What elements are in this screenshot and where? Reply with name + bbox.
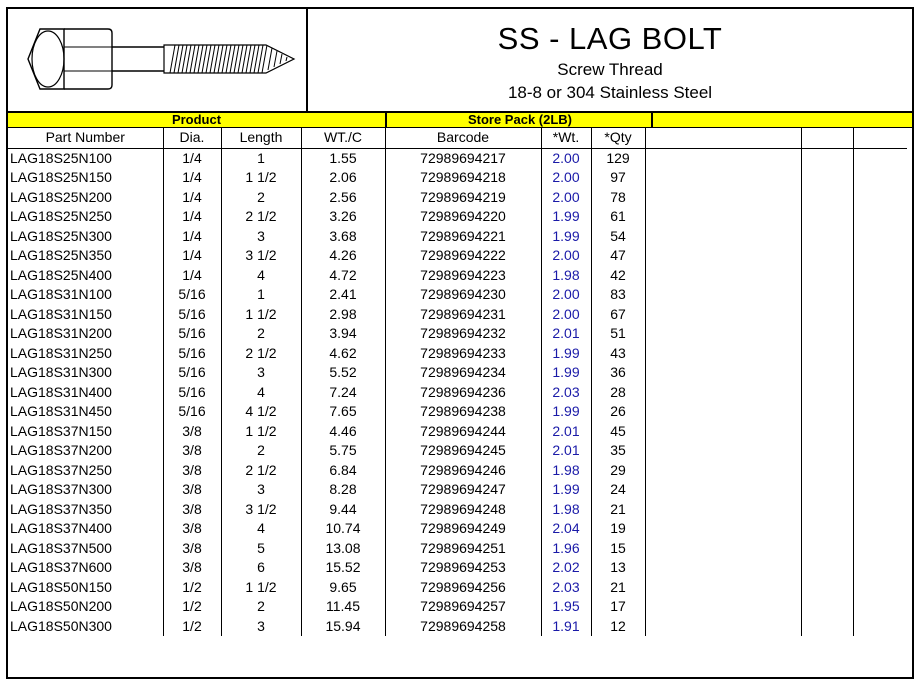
empty-cell — [853, 441, 907, 461]
cell-pack-weight: 1.91 — [541, 617, 591, 637]
cell-pack-weight: 1.99 — [541, 402, 591, 422]
empty-cell — [801, 480, 853, 500]
empty-cell — [853, 578, 907, 598]
cell-pack-weight: 2.03 — [541, 578, 591, 598]
empty-cell — [853, 519, 907, 539]
table-row — [8, 597, 907, 617]
cell-length: 1 1/2 — [221, 578, 301, 598]
empty-cell — [645, 422, 801, 442]
cell-diameter: 1/4 — [163, 227, 221, 247]
empty-cell — [853, 188, 907, 208]
col-barcode: Barcode — [385, 128, 541, 148]
cell-pack-weight: 1.95 — [541, 597, 591, 617]
empty-cell — [853, 227, 907, 247]
empty-cell — [645, 597, 801, 617]
lag-bolt-icon — [26, 23, 296, 95]
empty-cell — [645, 480, 801, 500]
cell-pack-weight: 1.99 — [541, 480, 591, 500]
cell-pack-qty: 61 — [591, 207, 645, 227]
cell-pack-weight: 2.02 — [541, 558, 591, 578]
empty-cell — [853, 207, 907, 227]
empty-cell — [801, 519, 853, 539]
empty-column — [801, 128, 853, 148]
table-row — [8, 246, 907, 266]
cell-diameter: 1/4 — [163, 168, 221, 188]
cell-pack-weight: 1.99 — [541, 344, 591, 364]
empty-cell — [645, 266, 801, 286]
cell-pack-qty: 12 — [591, 617, 645, 637]
cell-length: 3 — [221, 227, 301, 247]
cell-diameter: 1/4 — [163, 246, 221, 266]
cell-part-number: LAG18S37N150 — [8, 422, 163, 442]
cell-barcode: 72989694231 — [385, 305, 541, 325]
empty-cell — [645, 344, 801, 364]
empty-cell — [645, 363, 801, 383]
empty-cell — [801, 461, 853, 481]
cell-weight-per-c: 13.08 — [301, 539, 385, 559]
cell-pack-weight: 2.04 — [541, 519, 591, 539]
table-row — [8, 539, 907, 559]
cell-barcode: 72989694246 — [385, 461, 541, 481]
cell-diameter: 5/16 — [163, 344, 221, 364]
cell-pack-qty: 97 — [591, 168, 645, 188]
cell-weight-per-c: 6.84 — [301, 461, 385, 481]
cell-barcode: 72989694244 — [385, 422, 541, 442]
empty-cell — [645, 500, 801, 520]
empty-cell — [853, 422, 907, 442]
store-pack-section-label: Store Pack (2LB) — [467, 112, 573, 127]
col-pack-weight: *Wt. — [541, 128, 591, 148]
cell-pack-qty: 17 — [591, 597, 645, 617]
empty-column — [645, 128, 801, 148]
table-row — [8, 383, 907, 403]
cell-length: 1 — [221, 285, 301, 305]
cell-barcode: 72989694221 — [385, 227, 541, 247]
cell-pack-weight: 1.99 — [541, 227, 591, 247]
empty-cell — [645, 207, 801, 227]
cell-pack-qty: 35 — [591, 441, 645, 461]
cell-pack-qty: 26 — [591, 402, 645, 422]
cell-weight-per-c: 4.72 — [301, 266, 385, 286]
cell-barcode: 72989694220 — [385, 207, 541, 227]
col-part-number: Part Number — [8, 128, 163, 148]
table-row — [8, 558, 907, 578]
cell-weight-per-c: 7.65 — [301, 402, 385, 422]
empty-cell — [801, 188, 853, 208]
cell-pack-qty: 83 — [591, 285, 645, 305]
cell-barcode: 72989694236 — [385, 383, 541, 403]
cell-part-number: LAG18S37N300 — [8, 480, 163, 500]
table-header-row — [8, 128, 907, 148]
cell-length: 4 — [221, 266, 301, 286]
cell-part-number: LAG18S50N150 — [8, 578, 163, 598]
empty-cell — [801, 324, 853, 344]
cell-length: 4 1/2 — [221, 402, 301, 422]
empty-cell — [645, 246, 801, 266]
col-weight-per-c: WT./C — [301, 128, 385, 148]
cell-barcode: 72989694253 — [385, 558, 541, 578]
cell-part-number: LAG18S37N350 — [8, 500, 163, 520]
empty-cell — [801, 246, 853, 266]
empty-column — [853, 128, 907, 148]
empty-cell — [645, 519, 801, 539]
cell-diameter: 1/2 — [163, 578, 221, 598]
empty-cell — [645, 383, 801, 403]
cell-pack-qty: 129 — [591, 148, 645, 168]
cell-weight-per-c: 3.94 — [301, 324, 385, 344]
cell-length: 2 — [221, 597, 301, 617]
empty-cell — [853, 539, 907, 559]
cell-part-number: LAG18S25N400 — [8, 266, 163, 286]
cell-pack-qty: 15 — [591, 539, 645, 559]
cell-pack-weight: 2.00 — [541, 285, 591, 305]
cell-length: 6 — [221, 558, 301, 578]
cell-weight-per-c: 2.98 — [301, 305, 385, 325]
cell-weight-per-c: 9.44 — [301, 500, 385, 520]
cell-part-number: LAG18S25N300 — [8, 227, 163, 247]
empty-cell — [645, 578, 801, 598]
cell-part-number: LAG18S31N450 — [8, 402, 163, 422]
cell-length: 2 1/2 — [221, 207, 301, 227]
cell-pack-qty: 19 — [591, 519, 645, 539]
cell-pack-weight: 1.99 — [541, 207, 591, 227]
product-sheet — [6, 7, 914, 679]
cell-pack-weight: 2.01 — [541, 441, 591, 461]
cell-pack-qty: 13 — [591, 558, 645, 578]
cell-part-number: LAG18S25N250 — [8, 207, 163, 227]
bolt-illustration — [8, 9, 308, 111]
empty-cell — [801, 285, 853, 305]
cell-length: 1 1/2 — [221, 168, 301, 188]
cell-pack-weight: 1.99 — [541, 363, 591, 383]
cell-length: 3 — [221, 363, 301, 383]
cell-pack-qty: 54 — [591, 227, 645, 247]
cell-part-number: LAG18S31N200 — [8, 324, 163, 344]
table-row — [8, 305, 907, 325]
cell-pack-weight: 2.01 — [541, 422, 591, 442]
empty-cell — [645, 617, 801, 637]
cell-length: 2 — [221, 324, 301, 344]
cell-diameter: 3/8 — [163, 441, 221, 461]
cell-weight-per-c: 15.94 — [301, 617, 385, 637]
table-row — [8, 578, 907, 598]
cell-length: 3 1/2 — [221, 500, 301, 520]
cell-pack-weight: 2.01 — [541, 324, 591, 344]
cell-diameter: 5/16 — [163, 285, 221, 305]
cell-diameter: 5/16 — [163, 324, 221, 344]
empty-cell — [853, 305, 907, 325]
cell-pack-weight: 1.98 — [541, 461, 591, 481]
empty-cell — [853, 344, 907, 364]
cell-barcode: 72989694222 — [385, 246, 541, 266]
empty-cell — [801, 597, 853, 617]
cell-length: 4 — [221, 519, 301, 539]
cell-part-number: LAG18S37N250 — [8, 461, 163, 481]
cell-diameter: 1/2 — [163, 597, 221, 617]
cell-weight-per-c: 4.46 — [301, 422, 385, 442]
cell-length: 3 — [221, 480, 301, 500]
col-diameter: Dia. — [163, 128, 221, 148]
empty-cell — [801, 305, 853, 325]
empty-cell — [645, 227, 801, 247]
cell-diameter: 3/8 — [163, 422, 221, 442]
cell-barcode: 72989694234 — [385, 363, 541, 383]
cell-pack-qty: 51 — [591, 324, 645, 344]
empty-cell — [853, 500, 907, 520]
product-section-label: Product — [171, 112, 222, 127]
cell-weight-per-c: 4.26 — [301, 246, 385, 266]
cell-length: 2 — [221, 188, 301, 208]
cell-weight-per-c: 9.65 — [301, 578, 385, 598]
thread-type: Screw Thread — [557, 60, 663, 79]
table-row — [8, 422, 907, 442]
empty-cell — [853, 480, 907, 500]
cell-length: 2 1/2 — [221, 344, 301, 364]
cell-pack-weight: 2.00 — [541, 148, 591, 168]
cell-pack-weight: 2.00 — [541, 168, 591, 188]
cell-length: 3 1/2 — [221, 246, 301, 266]
cell-weight-per-c: 2.41 — [301, 285, 385, 305]
cell-pack-qty: 36 — [591, 363, 645, 383]
cell-barcode: 72989694219 — [385, 188, 541, 208]
cell-part-number: LAG18S31N300 — [8, 363, 163, 383]
cell-diameter: 5/16 — [163, 305, 221, 325]
table-row — [8, 441, 907, 461]
cell-part-number: LAG18S50N300 — [8, 617, 163, 637]
cell-length: 3 — [221, 617, 301, 637]
cell-diameter: 1/4 — [163, 148, 221, 168]
cell-part-number: LAG18S25N150 — [8, 168, 163, 188]
table-row — [8, 266, 907, 286]
cell-weight-per-c: 10.74 — [301, 519, 385, 539]
material-label: 18-8 or 304 Stainless Steel — [507, 83, 713, 102]
cell-weight-per-c: 3.68 — [301, 227, 385, 247]
cell-length: 4 — [221, 383, 301, 403]
cell-part-number: LAG18S37N500 — [8, 539, 163, 559]
empty-cell — [801, 578, 853, 598]
empty-cell — [645, 461, 801, 481]
page-title: SS - LAG BOLT — [497, 21, 723, 56]
empty-cell — [645, 558, 801, 578]
empty-cell — [801, 227, 853, 247]
cell-part-number: LAG18S25N350 — [8, 246, 163, 266]
cell-part-number: LAG18S25N100 — [8, 148, 163, 168]
cell-pack-qty: 28 — [591, 383, 645, 403]
cell-pack-qty: 21 — [591, 578, 645, 598]
cell-barcode: 72989694249 — [385, 519, 541, 539]
empty-cell — [801, 422, 853, 442]
cell-part-number: LAG18S31N250 — [8, 344, 163, 364]
cell-weight-per-c: 3.26 — [301, 207, 385, 227]
empty-cell — [853, 266, 907, 286]
empty-cell — [801, 344, 853, 364]
empty-cell — [801, 441, 853, 461]
cell-barcode: 72989694251 — [385, 539, 541, 559]
empty-cell — [801, 168, 853, 188]
table-row — [8, 500, 907, 520]
col-pack-qty: *Qty — [591, 128, 645, 148]
empty-cell — [801, 617, 853, 637]
cell-diameter: 3/8 — [163, 519, 221, 539]
cell-pack-qty: 24 — [591, 480, 645, 500]
cell-diameter: 3/8 — [163, 480, 221, 500]
empty-cell — [645, 324, 801, 344]
empty-cell — [853, 597, 907, 617]
empty-cell — [645, 285, 801, 305]
table-row — [8, 461, 907, 481]
cell-pack-qty: 21 — [591, 500, 645, 520]
cell-pack-qty: 67 — [591, 305, 645, 325]
cell-weight-per-c: 4.62 — [301, 344, 385, 364]
cell-pack-weight: 2.00 — [541, 188, 591, 208]
cell-weight-per-c: 5.75 — [301, 441, 385, 461]
cell-barcode: 72989694233 — [385, 344, 541, 364]
col-length: Length — [221, 128, 301, 148]
empty-cell — [645, 148, 801, 168]
cell-barcode: 72989694223 — [385, 266, 541, 286]
cell-part-number: LAG18S31N150 — [8, 305, 163, 325]
cell-barcode: 72989694218 — [385, 168, 541, 188]
empty-cell — [853, 148, 907, 168]
cell-diameter: 5/16 — [163, 363, 221, 383]
cell-part-number: LAG18S37N200 — [8, 441, 163, 461]
cell-diameter: 3/8 — [163, 461, 221, 481]
table-row — [8, 402, 907, 422]
empty-cell — [801, 558, 853, 578]
empty-cell — [853, 617, 907, 637]
cell-barcode: 72989694232 — [385, 324, 541, 344]
cell-length: 1 1/2 — [221, 422, 301, 442]
cell-part-number: LAG18S25N200 — [8, 188, 163, 208]
empty-cell — [853, 168, 907, 188]
cell-pack-qty: 47 — [591, 246, 645, 266]
empty-cell — [853, 402, 907, 422]
table-row — [8, 363, 907, 383]
cell-diameter: 3/8 — [163, 558, 221, 578]
cell-length: 5 — [221, 539, 301, 559]
empty-cell — [645, 402, 801, 422]
band-divider — [651, 113, 653, 128]
cell-pack-qty: 29 — [591, 461, 645, 481]
empty-cell — [853, 324, 907, 344]
cell-pack-weight: 1.98 — [541, 500, 591, 520]
empty-cell — [853, 558, 907, 578]
cell-length: 2 1/2 — [221, 461, 301, 481]
cell-part-number: LAG18S37N600 — [8, 558, 163, 578]
cell-barcode: 72989694258 — [385, 617, 541, 637]
table-row — [8, 188, 907, 208]
table-row — [8, 227, 907, 247]
cell-diameter: 5/16 — [163, 383, 221, 403]
cell-weight-per-c: 1.55 — [301, 148, 385, 168]
table-row — [8, 617, 907, 637]
cell-length: 2 — [221, 441, 301, 461]
empty-cell — [801, 148, 853, 168]
cell-diameter: 3/8 — [163, 500, 221, 520]
cell-length: 1 1/2 — [221, 305, 301, 325]
cell-length: 1 — [221, 148, 301, 168]
cell-barcode: 72989694245 — [385, 441, 541, 461]
empty-cell — [645, 441, 801, 461]
cell-pack-weight: 1.96 — [541, 539, 591, 559]
cell-weight-per-c: 2.56 — [301, 188, 385, 208]
cell-barcode: 72989694248 — [385, 500, 541, 520]
cell-barcode: 72989694257 — [385, 597, 541, 617]
cell-part-number: LAG18S50N200 — [8, 597, 163, 617]
cell-weight-per-c: 5.52 — [301, 363, 385, 383]
table-row — [8, 480, 907, 500]
empty-cell — [801, 266, 853, 286]
cell-part-number: LAG18S31N400 — [8, 383, 163, 403]
cell-diameter: 1/4 — [163, 188, 221, 208]
cell-weight-per-c: 11.45 — [301, 597, 385, 617]
table-row — [8, 285, 907, 305]
cell-diameter: 5/16 — [163, 402, 221, 422]
cell-pack-weight: 1.98 — [541, 266, 591, 286]
empty-cell — [645, 305, 801, 325]
cell-weight-per-c: 7.24 — [301, 383, 385, 403]
cell-weight-per-c: 2.06 — [301, 168, 385, 188]
cell-pack-qty: 78 — [591, 188, 645, 208]
empty-cell — [645, 188, 801, 208]
cell-pack-weight: 2.03 — [541, 383, 591, 403]
cell-pack-qty: 43 — [591, 344, 645, 364]
empty-cell — [853, 363, 907, 383]
table-row — [8, 168, 907, 188]
empty-cell — [645, 168, 801, 188]
empty-cell — [801, 539, 853, 559]
section-band — [8, 113, 912, 128]
cell-weight-per-c: 15.52 — [301, 558, 385, 578]
cell-diameter: 3/8 — [163, 539, 221, 559]
cell-pack-qty: 42 — [591, 266, 645, 286]
cell-barcode: 72989694230 — [385, 285, 541, 305]
empty-cell — [801, 207, 853, 227]
cell-diameter: 1/2 — [163, 617, 221, 637]
cell-pack-qty: 45 — [591, 422, 645, 442]
table-row — [8, 148, 907, 168]
title-block — [308, 9, 912, 111]
cell-weight-per-c: 8.28 — [301, 480, 385, 500]
empty-cell — [801, 402, 853, 422]
empty-cell — [801, 500, 853, 520]
cell-barcode: 72989694238 — [385, 402, 541, 422]
table-row — [8, 519, 907, 539]
empty-cell — [853, 461, 907, 481]
table-row — [8, 344, 907, 364]
cell-diameter: 1/4 — [163, 207, 221, 227]
empty-cell — [645, 539, 801, 559]
cell-barcode: 72989694247 — [385, 480, 541, 500]
table-row — [8, 324, 907, 344]
parts-table — [8, 128, 907, 636]
cell-part-number: LAG18S31N100 — [8, 285, 163, 305]
empty-cell — [853, 285, 907, 305]
cell-diameter: 1/4 — [163, 266, 221, 286]
empty-cell — [853, 383, 907, 403]
empty-cell — [853, 246, 907, 266]
cell-pack-weight: 2.00 — [541, 246, 591, 266]
cell-barcode: 72989694256 — [385, 578, 541, 598]
table-row — [8, 207, 907, 227]
cell-barcode: 72989694217 — [385, 148, 541, 168]
sheet-header — [8, 9, 912, 113]
empty-cell — [801, 363, 853, 383]
cell-pack-weight: 2.00 — [541, 305, 591, 325]
cell-part-number: LAG18S37N400 — [8, 519, 163, 539]
empty-cell — [801, 383, 853, 403]
